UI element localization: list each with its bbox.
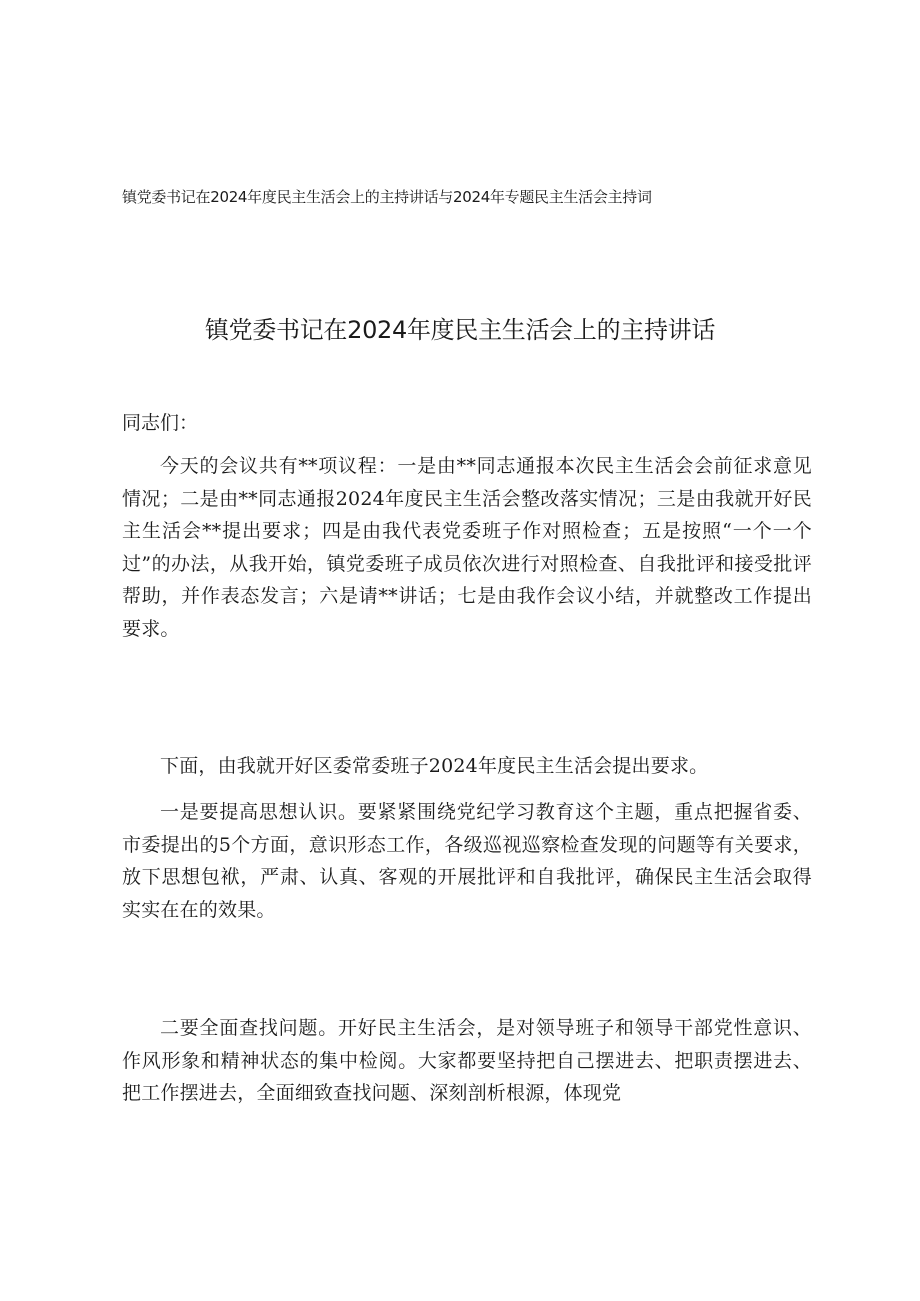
paragraph-agenda: 今天的会议共有**项议程：一是由**同志通报本次民主生活会会前征求意见情况；二是由**同志通报2024年度民主生活会整改落实情况；三是由我就开好民主生活会**提出要求；四是由我代表党委班子作对照检查；五是按照“一个一个过”的办法，从我开始，镇党委班子成员依次进行对照检查、自我批评和接受批评帮助，并作表态发言；六是请**讲话；七是由我作会议小结，并就整改工作提出要求。 [122,455,812,640]
document-title: 镇党委书记在2024年度民主生活会上的主持讲话 [204,316,716,344]
paragraph-intro-requirements: 下面，由我就开好区委常委班子2024年度民主生活会提出要求。 [160,755,709,777]
document-header: 镇党委书记在2024年度民主生活会上的主持讲话与2024年专题民主生活会主持词 [122,188,652,206]
paragraph-requirement-2: 二要全面查找问题。开好民主生活会，是对领导班子和领导干部党性意识、作风形象和精神状态的集中检阅。大家都要坚持把自己摆进去、把职责摆进去、把工作摆进去，全面细致查找问题、深刻剖析根源，体现党 [122,1017,812,1105]
salutation: 同志们： [122,412,199,434]
paragraph-requirement-1: 一是要提高思想认识。要紧紧围绕党纪学习教育这个主题，重点把握省委、市委提出的5个方面，意识形态工作，各级巡视巡察检查发现的问题等有关要求，放下思想包袱，严肃、认真、客观的开展批评和自我批评，确保民主生活会取得实实在在的效果。 [122,801,812,921]
